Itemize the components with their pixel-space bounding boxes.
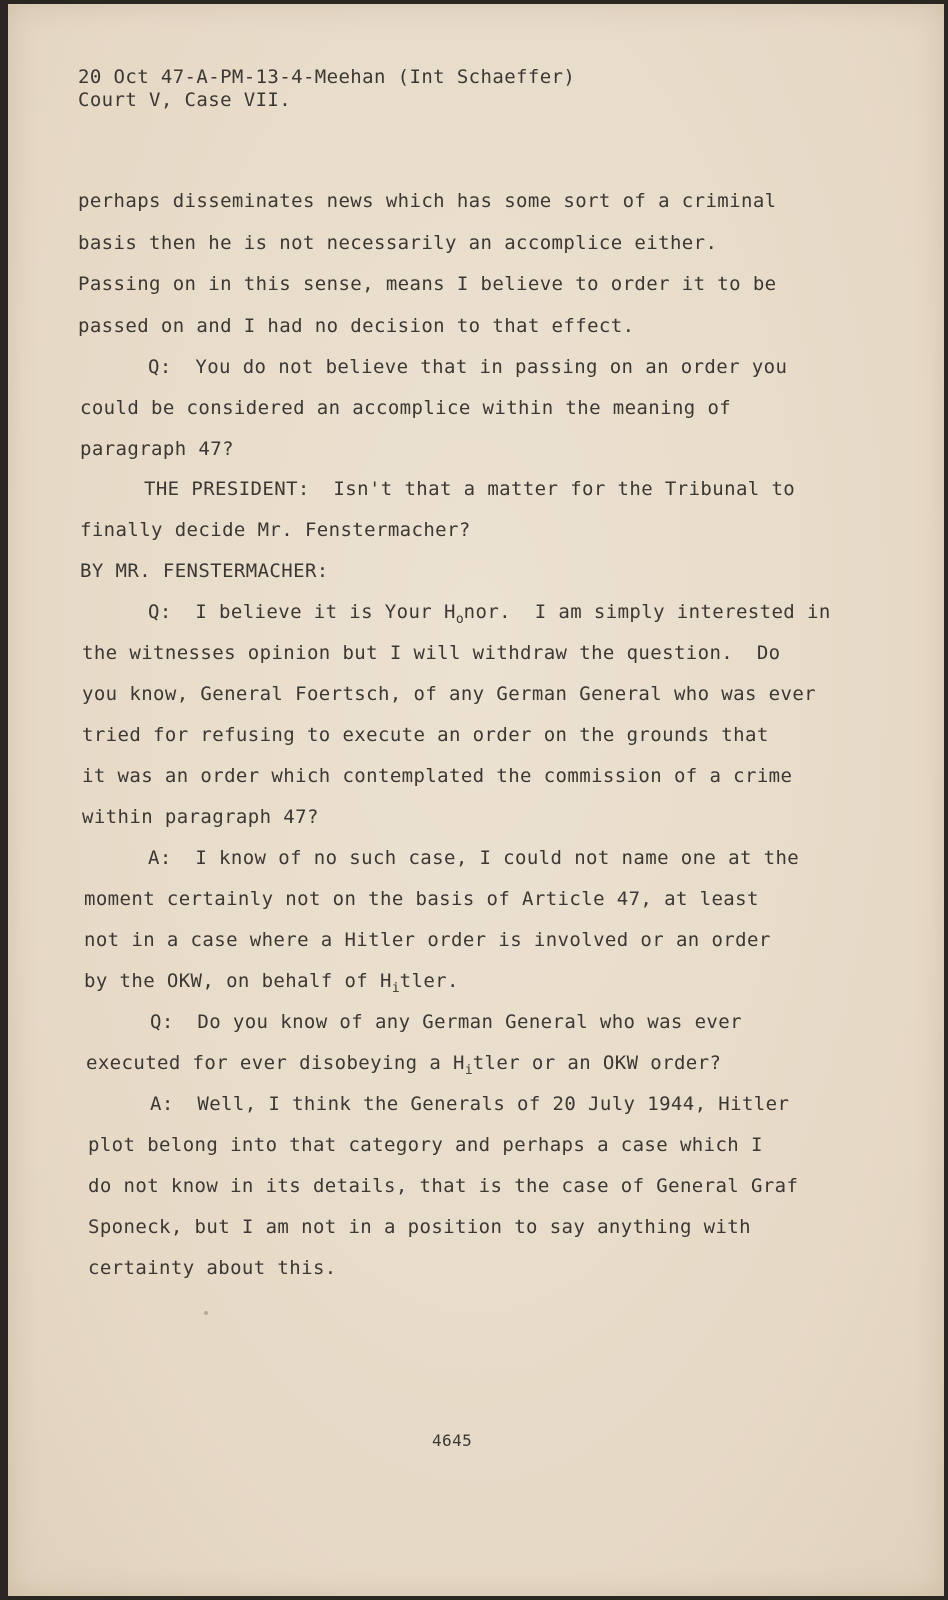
- answer-line: A: Well, I think the Generals of 20 July 1944, Hitler: [150, 1093, 790, 1115]
- subscript-correction: i: [464, 1063, 473, 1078]
- speaker-heading: BY MR. FENSTERMACHER:: [80, 560, 329, 582]
- text-fragment: by the OKW, on behalf of H: [84, 970, 392, 992]
- body-line: not in a case where a Hitler order is involved or an order: [84, 929, 771, 951]
- document-page: [8, 4, 944, 1596]
- body-line: passed on and I had no decision to that effect.: [78, 315, 635, 337]
- body-line: paragraph 47?: [80, 438, 234, 460]
- body-line: Sponeck, but I am not in a position to say anything with: [88, 1216, 751, 1238]
- body-line: Passing on in this sense, means I believe to order it to be: [78, 273, 777, 295]
- text-fragment: nor. I am simply interested in: [463, 601, 831, 623]
- body-line: [84, 970, 459, 996]
- body-line: tried for refusing to execute an order on the grounds that: [82, 724, 769, 746]
- body-line: finally decide Mr. Fenstermacher?: [80, 519, 471, 541]
- body-line: within paragraph 47?: [82, 806, 319, 828]
- header-line-2: Court V, Case VII.: [78, 89, 292, 111]
- body-line: perhaps disseminates news which has some sort of a criminal: [78, 190, 777, 212]
- text-fragment: tler or an OKW order?: [472, 1052, 722, 1074]
- body-line: [86, 1052, 721, 1078]
- question-line: Q: Do you know of any German General who was ever: [150, 1011, 742, 1033]
- body-line: moment certainly not on the basis of Article 47, at least: [84, 888, 759, 910]
- body-line: the witnesses opinion but I will withdraw the question. Do: [82, 642, 781, 664]
- body-line: certainty about this.: [88, 1257, 337, 1279]
- subscript-correction: i: [391, 981, 400, 996]
- text-fragment: tler.: [399, 970, 459, 992]
- question-line: Q: You do not believe that in passing on an order you: [148, 356, 788, 378]
- body-line: basis then he is not necessarily an accomplice either.: [78, 232, 718, 254]
- page-number: 4645: [432, 1431, 473, 1450]
- body-line: plot belong into that category and perhaps a case which I: [88, 1134, 763, 1156]
- text-fragment: executed for ever disobeying a H: [86, 1052, 465, 1074]
- paper-speck: [204, 1311, 208, 1315]
- body-line: do not know in its details, that is the case of General Graf: [88, 1175, 799, 1197]
- body-line: could be considered an accomplice within the meaning of: [80, 397, 732, 419]
- subscript-correction: o: [455, 612, 464, 627]
- president-line: THE PRESIDENT: Isn't that a matter for the Tribunal to: [144, 478, 796, 500]
- question-line: [148, 601, 831, 627]
- body-line: it was an order which contemplated the commission of a crime: [82, 765, 793, 787]
- header-line-1: 20 Oct 47-A-PM-13-4-Meehan (Int Schaeffer): [78, 66, 576, 88]
- body-line: you know, General Foertsch, of any German General who was ever: [82, 683, 817, 705]
- answer-line: A: I know of no such case, I could not name one at the: [148, 847, 800, 869]
- text-fragment: Q: I believe it is Your H: [148, 601, 456, 623]
